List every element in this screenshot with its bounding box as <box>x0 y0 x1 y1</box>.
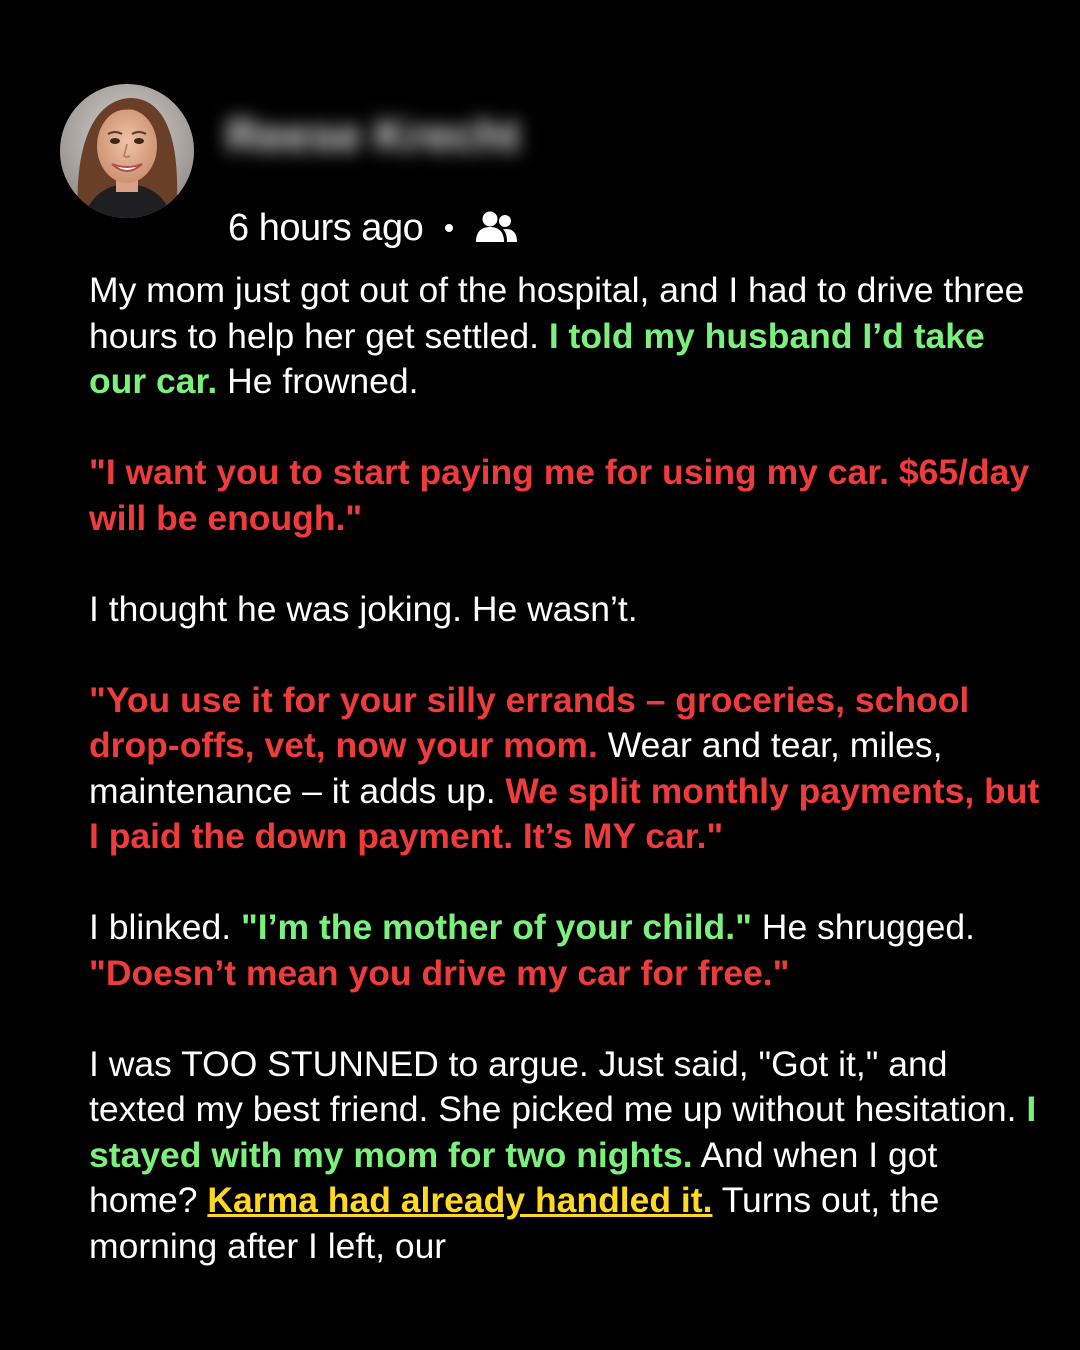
text-segment: And when I got home? <box>89 1134 938 1220</box>
highlight-green: "I’m the mother of your child." <box>240 907 752 947</box>
quote-red: "I want you to start paying me for using my car. $65/day will be enough." <box>89 452 1030 538</box>
highlight-green: I stayed with my mom for two nights. <box>89 1089 1037 1175</box>
text-segment: I was TOO STUNNED to argue. Just said, "Got it," and texted my best friend. She picked me up without hesitation. <box>89 1043 1027 1129</box>
meta-separator-dot <box>445 224 453 232</box>
friends-icon[interactable] <box>473 209 519 247</box>
post-timestamp[interactable]: 6 hours ago <box>228 206 424 249</box>
post-meta <box>228 200 519 256</box>
text-segment: Wear and tear, miles, maintenance – it adds up. <box>89 725 943 811</box>
text-segment: He frowned. <box>217 361 419 401</box>
story-paragraph <box>89 905 1049 996</box>
text-segment: I thought he was joking. He wasn’t. <box>89 588 638 629</box>
post-body <box>89 268 1049 1315</box>
story-paragraph <box>89 587 1049 633</box>
highlight-green: I told my husband I’d take our car. <box>89 315 985 401</box>
quote-red: "You use it for your silly errands – groceries, school drop-offs, vet, now your mom. <box>89 679 970 765</box>
highlight-yellow: Karma had already handled it. <box>207 1180 713 1220</box>
text-segment: Turns out, the morning after I left, our <box>89 1180 940 1266</box>
quote-red: We split monthly payments, but I paid the down payment. It’s MY car." <box>89 770 1040 856</box>
story-paragraph <box>89 450 1049 541</box>
avatar[interactable] <box>60 84 194 218</box>
text-segment: He shrugged. <box>751 907 975 947</box>
text-segment: My mom just got out of the hospital, and I had to drive three hours to help her get settled. <box>89 270 1025 356</box>
quote-red: "Doesn’t mean you drive my car for free." <box>89 952 790 993</box>
story-paragraph <box>89 678 1049 860</box>
story-paragraph <box>89 268 1049 405</box>
author-name[interactable]: Reese Krecht <box>226 109 521 161</box>
story-paragraph <box>89 1042 1049 1270</box>
text-segment: I blinked. <box>89 907 241 947</box>
avatar-photo <box>60 84 194 218</box>
